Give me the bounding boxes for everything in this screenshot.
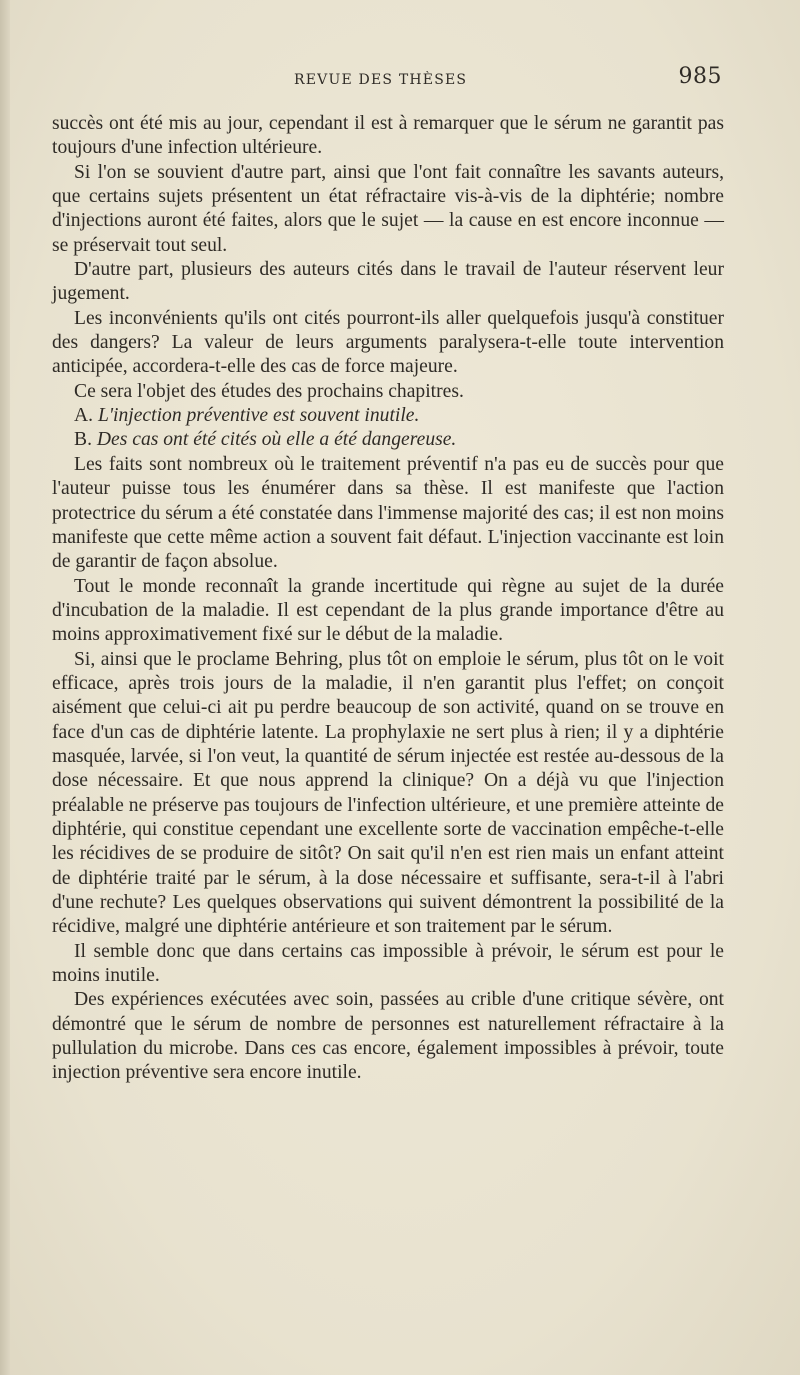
section-title: L'injection préventive est souvent inutile. [97,405,420,427]
paragraph: Ce sera l'objet des études des prochains chapitres. [74,380,464,402]
body-text [52,112,724,1086]
paragraph: Si l'on se souvient d'autre part, ainsi que l'ont fait connaître les savants auteurs, que certains sujets présentent un état réfractaire vis-à-vis de la diphtérie; nombre d'injections auront été faites, alors que le sujet — la cause en est encore inconnue — se préservait tout seul. [52,161,724,256]
section-heading-b [52,428,724,452]
paragraph: succès ont été mis au jour, cependant il est à remarquer que le sérum ne garantit pas toujours d'une infection ultérieure. [52,113,724,159]
paragraph: Il semble donc que dans certains cas impossible à prévoir, le sérum est pour le moins inutile. [52,940,724,987]
page-number: 985 [678,64,722,89]
paragraph: Tout le monde reconnaît la grande incertitude qui règne au sujet de la durée d'incubation de la maladie. Il est cependant de la plus grande importance d'être au moins approximativement fixé sur le début de la maladie. [52,575,724,646]
page-edge [0,0,10,1375]
section-title: Des cas ont été cités où elle a été dangereuse. [96,429,457,451]
page-header [52,64,722,98]
paragraph: Les inconvénients qu'ils ont cités pourront-ils aller quelquefois jusqu'à constituer des dangers? La valeur de leurs arguments paralysera-t-elle toute intervention anticipée, accordera-t-elle des cas de force majeure. [52,307,724,378]
paragraph: D'autre part, plusieurs des auteurs cités dans le travail de l'auteur réservent leur jugement. [52,259,724,305]
section-letter: A. [74,405,94,427]
paragraph: Si, ainsi que le proclame Behring, plus tôt on emploie le sérum, plus tôt on le voit efficace, après trois jours de la maladie, il n'en garantit plus l'effet; on conçoit aisément que celui-ci ait pu perdre beaucoup de son activité, quand on se trouve en face d'un cas de diphtérie latente. La prophylaxie ne sert plus à rien; il y a diphtérie masquée, larvée, si l'on veut, la quantité de sérum injectée est restée au-dessous de la dose nécessaire. Et que nous apprend la clinique? On a déjà vu que l'injection préalable ne préserve pas toujours de l'infection ultérieure, et une première atteinte de diphtérie, qui constitue cependant une excellente sorte de vaccination empêche-t-elle les récidives de se produire de sitôt? On sait qu'il n'en est rien mais un enfant atteint de diphtérie traité par le sérum, à la dose nécessaire et suffisante, sera-t-il à l'abri d'une rechute? Les quelques observations qui suivent démontrent la possibilité de la récidive, malgré une diphtérie antérieure et son traitement par le sérum. [52,648,724,938]
running-title: REVUE DES THÈSES [294,72,468,88]
section-heading-a [52,404,724,428]
section-letter: B. [74,429,92,451]
paragraph: Les faits sont nombreux où le traitement préventif n'a pas eu de succès pour que l'auteur puisse tous les énumérer dans sa thèse. Il est manifeste que l'action protectrice du sérum a été constatée dans l'immense majorité des cas; il est non moins manifeste que cette même action a souvent fait défaut. L'injection vaccinante est loin de garantir de façon absolue. [52,453,724,573]
paragraph: Des expériences exécutées avec soin, passées au crible d'une critique sévère, ont démontré que le sérum de nombre de personnes est naturellement réfractaire à la pullulation du microbe. Dans ces cas encore, également impossibles à prévoir, toute injection préventive sera encore inutile. [52,989,724,1084]
